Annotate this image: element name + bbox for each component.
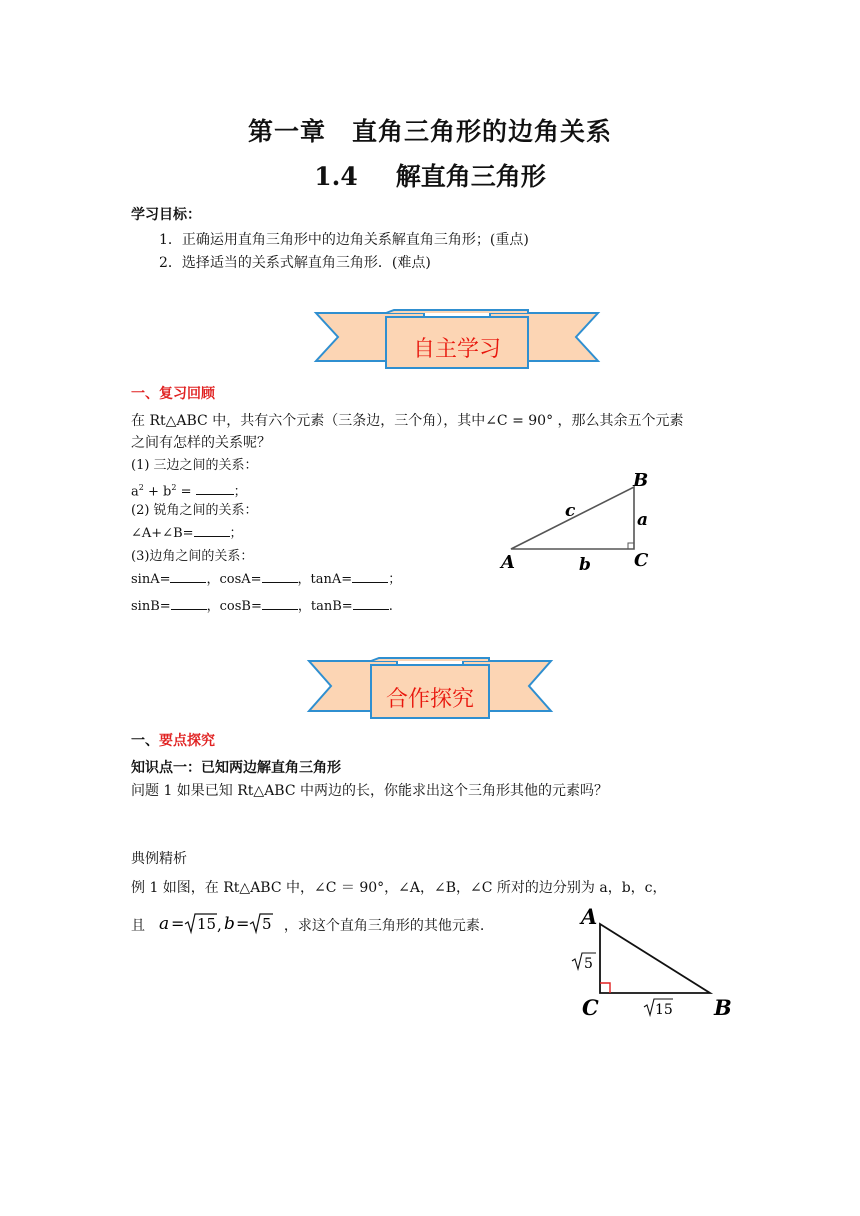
review-heading: 一、复习回顾	[131, 386, 215, 402]
label-B-2: B	[714, 995, 732, 1020]
blank-tan-b[interactable]	[353, 596, 389, 610]
trig-row-b	[131, 596, 393, 618]
explore-heading-red: 要点探究	[159, 733, 215, 749]
angles-end: ；	[229, 526, 243, 541]
cos-b-label: ，cosB=	[206, 599, 262, 614]
blank-angles[interactable]	[194, 523, 230, 537]
tan-a-label: ，tanA=	[297, 572, 353, 587]
svg-text:=: =	[236, 914, 250, 933]
formula-a: a	[131, 484, 139, 500]
knowledge-point-1: 知识点一：已知两边解直角三角形	[131, 760, 341, 776]
label-B-1: B	[633, 470, 649, 491]
example-1-line1: 例 1 如图，在 Rt△ABC 中，∠C ＝ 90°，∠A，∠B，∠C 所对的边分别为 a，b，c，	[131, 880, 667, 896]
trig-row-b-end: .	[388, 599, 393, 614]
explore-heading	[131, 730, 215, 752]
label-b-1: b	[579, 555, 591, 575]
problem-1: 问题 1 如果已知 Rt△ABC 中两边的长，你能求出这个三角形其他的元素吗？	[131, 783, 609, 799]
bottom-side-value: 15	[655, 1002, 673, 1018]
goals-heading: 学习目标：	[131, 207, 201, 223]
blank-cos-b[interactable]	[262, 596, 298, 610]
formula-equals: =	[176, 484, 196, 500]
blank-tan-a[interactable]	[352, 569, 388, 583]
right-angle-mark-2	[600, 983, 610, 993]
exponent-a: 2	[138, 483, 144, 492]
left-side-value: 5	[584, 956, 593, 972]
blank-cos-a[interactable]	[262, 569, 298, 583]
svg-text:b: b	[224, 914, 236, 934]
question-2: (2) 锐角之间的关系：	[131, 503, 258, 518]
trig-row-a	[131, 569, 401, 591]
svg-text:a: a	[159, 914, 170, 934]
cos-a-label: ，cosA=	[206, 572, 262, 587]
example-1-line2	[131, 911, 484, 937]
triangle-figure-1	[495, 468, 665, 578]
label-A-2: A	[581, 906, 598, 929]
explore-heading-prefix: 一、	[131, 733, 159, 749]
formula-plus-b: + b	[143, 484, 172, 500]
chapter-title: 第一章 直角三角形的边角关系	[247, 117, 612, 146]
goal-item-2: 2．选择适当的关系式解直角三角形．(难点)	[159, 255, 431, 271]
example-prefix: 且	[131, 918, 145, 934]
example-heading: 典例精析	[131, 851, 187, 867]
formula-angles	[131, 523, 243, 545]
section-name: 解直角三角形	[395, 162, 546, 191]
blank-sin-b[interactable]	[171, 596, 207, 610]
blank-sin-a[interactable]	[170, 569, 206, 583]
label-C-1: C	[634, 550, 649, 571]
label-C-2: C	[582, 995, 599, 1020]
label-a-1: a	[637, 510, 649, 530]
label-c-1: c	[565, 501, 576, 521]
blank-sides[interactable]	[196, 481, 234, 495]
formula-end: ；	[233, 484, 247, 500]
exponent-b: 2	[171, 483, 177, 492]
svg-text:,: ,	[217, 916, 223, 934]
label-A-1: A	[501, 552, 515, 573]
trig-row-a-end: ；	[388, 572, 402, 587]
triangle-figure-2	[570, 906, 740, 1021]
triangle-2-shape	[600, 924, 710, 993]
sin-a-label: sinA=	[131, 572, 171, 587]
review-intro-line2: 之间有怎样的关系呢？	[131, 435, 271, 451]
angles-sum: ∠A+∠B=	[131, 526, 194, 541]
example-suffix: ，求这个直角三角形的其他元素.	[283, 918, 485, 934]
goal-item-1: 1．正确运用直角三角形中的边角关系解直角三角形；(重点)	[159, 232, 529, 248]
section-title	[0, 157, 860, 193]
section-number: 1.4	[314, 162, 358, 191]
banner-label-self-study: 自主学习	[412, 337, 501, 362]
question-1: (1) 三边之间的关系：	[131, 458, 258, 473]
svg-text:=: =	[171, 914, 185, 933]
banner-label-cooperative: 合作探究	[385, 687, 474, 712]
question-3: (3)边角之间的关系：	[131, 549, 254, 564]
sin-b-label: sinB=	[131, 599, 171, 614]
given-values-formula	[153, 911, 275, 937]
review-intro-line1: 在 Rt△ABC 中，共有六个元素（三条边，三个角），其中∠C = 90° ，那么其余五个元素	[131, 413, 684, 429]
tan-b-label: ，tanB=	[297, 599, 353, 614]
svg-text:5: 5	[262, 915, 272, 933]
right-angle-mark-1	[628, 543, 634, 549]
svg-text:15: 15	[197, 915, 217, 933]
